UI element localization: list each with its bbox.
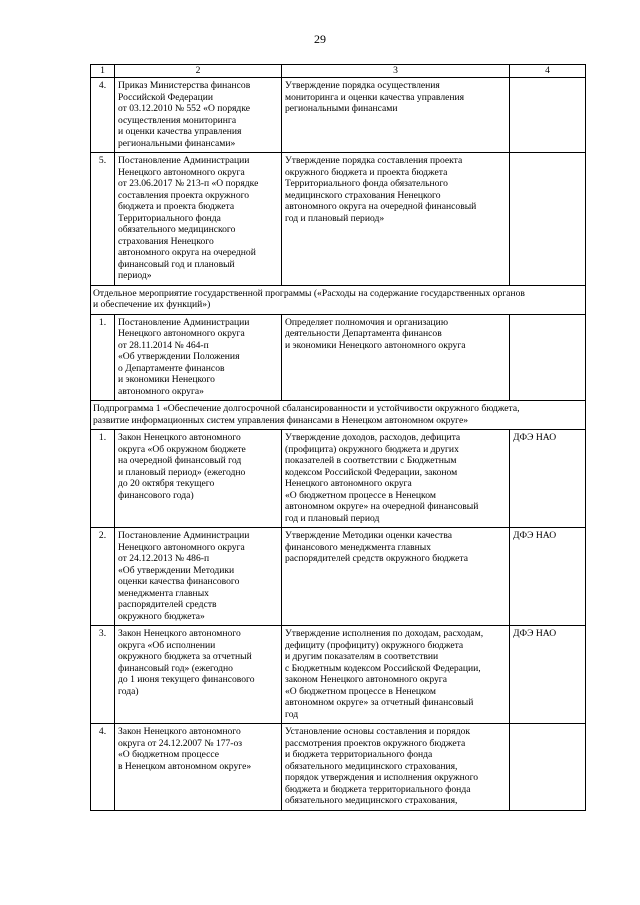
text-line: до 20 октября текущего <box>118 478 215 489</box>
text-line: обязательного медицинского страхования, <box>285 760 458 772</box>
text-line: с Бюджетным кодексом Российской Федерации, <box>285 662 481 674</box>
description-cell <box>282 78 510 153</box>
text-line: округа «Об исполнении <box>118 639 216 651</box>
document-cell <box>115 153 282 286</box>
text-line: бюджета и бюджета территориального фонда <box>285 783 471 795</box>
table-header-row <box>91 65 586 78</box>
text-line: деятельности Департамента финансов <box>285 328 442 339</box>
text-line: автономного округа на очередной <box>118 247 256 258</box>
row-number: 2. <box>91 528 115 626</box>
text-line: обязательного медицинского <box>118 224 236 235</box>
text-line: порядок утверждения и исполнения окружного <box>285 772 479 783</box>
row-number: 1. <box>91 430 115 528</box>
text-line: и экономики Ненецкого <box>118 374 215 385</box>
text-line: от 24.12.2013 № 486-п <box>118 553 210 564</box>
text-line: и оценки качества управления <box>118 126 242 137</box>
text-line: региональными финансами» <box>118 137 236 149</box>
text-line: региональными финансами <box>285 103 398 114</box>
text-line: распорядителей средств окружного бюджета <box>285 553 468 564</box>
responsible-cell <box>510 153 586 286</box>
text-line: автономного округа на очередной финансовый <box>285 201 477 212</box>
text-line: страхования Ненецкого <box>118 235 214 247</box>
text-line: Закон Ненецкого автономного <box>118 628 241 639</box>
text-line: Территориального фонда обязательного <box>285 178 448 189</box>
row-number: 4. <box>91 78 115 153</box>
text-line: до 1 июня текущего финансового <box>118 674 255 685</box>
section-title-subprogram-1 <box>91 401 586 430</box>
document-cell <box>115 528 282 626</box>
text-line: от 23.06.2017 № 213-п «О порядке <box>118 178 259 189</box>
text-line: финансовый год и плановый <box>118 258 235 270</box>
table-row <box>91 153 586 286</box>
text-line: Ненецкого автономного округа <box>118 166 245 178</box>
text-line: «Об утверждении Методики <box>118 564 235 576</box>
header-col-1: 1 <box>91 65 115 78</box>
text-line: год и плановый период» <box>285 212 385 224</box>
text-line: от 03.12.2010 № 552 «О порядке <box>118 103 250 114</box>
table-row <box>91 78 586 153</box>
description-cell <box>282 153 510 286</box>
text-line: Установление основы составления и порядок <box>285 726 471 737</box>
text-line: Постановление Администрации <box>118 155 250 166</box>
responsible-cell: ДФЭ НАО <box>510 528 586 626</box>
document-cell <box>115 626 282 724</box>
text-line: Территориального фонда <box>118 212 221 224</box>
text-line: о Департаменте финансов <box>118 362 225 374</box>
table-row <box>91 626 586 724</box>
text-line: Утверждение исполнения по доходам, расходам, <box>285 628 484 639</box>
text-line: год <box>285 708 299 720</box>
text-line: в Ненецком автономном округе» <box>118 760 252 772</box>
text-line: бюджета и проекта бюджета <box>118 201 235 212</box>
text-line: год и плановый период <box>285 512 380 524</box>
section-line: развитие информационных систем управления финансами в Ненецком автономном округе» <box>93 414 468 426</box>
section-line: Отдельное мероприятие государственной программы («Расходы на содержание государственных органов <box>93 287 525 299</box>
text-line: окружного бюджета и проекта бюджета <box>285 166 448 178</box>
text-line: кодексом Российской Федерации, законом <box>285 466 458 478</box>
text-line: Ненецкого автономного округа <box>118 328 245 339</box>
text-line: и бюджета территориального фонда <box>285 749 433 760</box>
text-line: оценки качества финансового <box>118 576 240 587</box>
text-line: года) <box>118 685 139 697</box>
document-cell <box>115 78 282 153</box>
document-cell <box>115 314 282 401</box>
legal-acts-table <box>90 64 586 811</box>
description-cell <box>282 314 510 401</box>
section-line: Подпрограмма 1 «Обеспечение долгосрочной сбалансированности и устойчивости окружного бюджета, <box>93 403 520 414</box>
text-line: финансовый год» (ежегодно <box>118 662 233 674</box>
text-line: автономного округа» <box>118 385 204 397</box>
text-line: осуществления мониторинга <box>118 114 237 126</box>
text-line: Приказ Министерства финансов <box>118 80 251 91</box>
text-line: Постановление Администрации <box>118 530 250 541</box>
text-line: период» <box>118 270 152 281</box>
table-row <box>91 528 586 626</box>
page-number: 29 <box>314 32 326 46</box>
text-line: показателей в соответствии с Бюджетным <box>285 455 457 466</box>
section-title-state-program <box>91 285 586 314</box>
text-line: и экономики Ненецкого автономного округа <box>285 339 466 351</box>
row-number: 4. <box>91 724 115 811</box>
text-line: Российской Федерации <box>118 91 213 103</box>
text-line: Утверждение доходов, расходов, дефицита <box>285 432 461 443</box>
text-line: составления проекта окружного <box>118 189 250 201</box>
section-row <box>91 285 586 314</box>
text-line: окружного бюджета за отчетный <box>118 651 252 662</box>
text-line: распорядителей средств <box>118 599 217 610</box>
text-line: автономном округе» за отчетный финансовый <box>285 697 474 708</box>
description-cell <box>282 626 510 724</box>
description-cell <box>282 430 510 528</box>
text-line: окружного бюджета» <box>118 610 205 622</box>
header-col-4: 4 <box>510 65 586 78</box>
responsible-cell: ДФЭ НАО <box>510 430 586 528</box>
header-col-3: 3 <box>282 65 510 78</box>
text-line: «О бюджетном процессе в Ненецком <box>285 685 436 697</box>
header-col-2: 2 <box>115 65 282 78</box>
text-line: округа от 24.12.2007 № 177-оз <box>118 737 243 749</box>
responsible-cell <box>510 724 586 811</box>
description-cell <box>282 724 510 811</box>
text-line: менеджмента главных <box>118 587 209 599</box>
row-number: 1. <box>91 314 115 401</box>
description-cell <box>282 528 510 626</box>
table-row <box>91 724 586 811</box>
text-line: Закон Ненецкого автономного <box>118 432 241 443</box>
responsible-cell <box>510 314 586 401</box>
document-cell <box>115 430 282 528</box>
text-line: «О бюджетном процессе в Ненецком <box>285 489 436 501</box>
section-row <box>91 401 586 430</box>
text-line: Утверждение Методики оценки качества <box>285 530 453 541</box>
text-line: округа «Об окружном бюджете <box>118 443 246 455</box>
text-line: Закон Ненецкого автономного <box>118 726 241 737</box>
text-line: Ненецкого автономного округа <box>118 541 245 553</box>
text-line: Определяет полномочия и организацию <box>285 316 448 328</box>
text-line: Утверждение порядка осуществления <box>285 80 440 91</box>
text-line: и другим показателям в соответствии <box>285 651 439 662</box>
text-line: Постановление Администрации <box>118 316 250 328</box>
text-line: автономном округе» на очередной финансовый <box>285 501 479 512</box>
text-line: финансового года) <box>118 489 194 501</box>
text-line: «О бюджетном процессе <box>118 749 219 760</box>
text-line: от 28.11.2014 № 464-п <box>118 339 209 351</box>
document-cell <box>115 724 282 811</box>
text-line: на очередной финансовый год <box>118 455 242 466</box>
row-number: 3. <box>91 626 115 724</box>
row-number: 5. <box>91 153 115 286</box>
table-row <box>91 430 586 528</box>
text-line: мониторинга и оценки качества управления <box>285 91 465 103</box>
text-line: финансового менеджмента главных <box>285 541 432 553</box>
text-line: Ненецкого автономного округа <box>285 478 412 489</box>
text-line: медицинского страхования Ненецкого <box>285 189 441 201</box>
text-line: Утверждение порядка составления проекта <box>285 155 463 166</box>
text-line: рассмотрения проектов окружного бюджета <box>285 737 466 749</box>
text-line: и плановый период» (ежегодно <box>118 466 246 478</box>
text-line: дефициту (профициту) окружного бюджета <box>285 639 464 651</box>
text-line: законом Ненецкого автономного округа <box>285 674 447 685</box>
text-line: «Об утверждении Положения <box>118 351 240 362</box>
section-line: и обеспечение их функций») <box>93 299 211 310</box>
text-line: (профицита) окружного бюджета и других <box>285 443 459 455</box>
table-row <box>91 314 586 401</box>
responsible-cell: ДФЭ НАО <box>510 626 586 724</box>
text-line: обязательного медицинского страхования, <box>285 795 458 806</box>
responsible-cell <box>510 78 586 153</box>
